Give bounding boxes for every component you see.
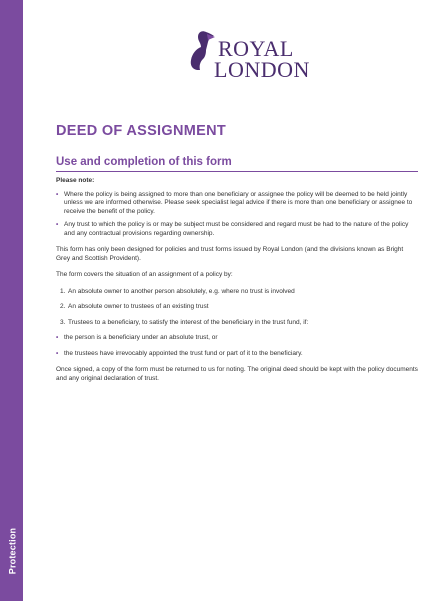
bullet-icon: • bbox=[56, 190, 59, 198]
document-title: DEED OF ASSIGNMENT bbox=[56, 123, 227, 139]
numbered-item bbox=[56, 288, 418, 297]
numbered-item bbox=[56, 303, 418, 312]
bullet-icon: • bbox=[56, 349, 59, 357]
condition-item bbox=[56, 350, 418, 359]
condition-text: the person is a beneficiary under an absolute trust, or bbox=[64, 334, 218, 341]
sidebar-label-wrap bbox=[3, 511, 21, 591]
item-number: 1. bbox=[60, 287, 66, 295]
note-text: Any trust to which the policy is or may be subject must be considered and regard must be had to the nature of the policy and any contractual provisions regarding ownership. bbox=[64, 221, 409, 237]
note-item bbox=[56, 221, 418, 238]
section-heading: Use and completion of this form bbox=[56, 156, 232, 168]
logo-line-2: LONDON bbox=[214, 57, 310, 82]
note-item bbox=[56, 191, 418, 217]
condition-text: the trustees have irrevocably appointed the trust fund or part of it to the beneficiary. bbox=[64, 349, 303, 357]
item-number: 3. bbox=[60, 318, 66, 326]
pelican-icon bbox=[186, 28, 216, 72]
paragraph: This form has only been designed for policies and trust forms issued by Royal London (and the divisions known as Bright Grey and Scottish Provident). bbox=[56, 246, 404, 262]
bullet-icon: • bbox=[56, 221, 59, 228]
note-text: Where the policy is being assigned to more than one beneficiary or assignee the policy will be deemed to be held jointly unless we are informed otherwise. Please seek specialist legal advice if there is more than one beneficiary or assignee to receive the benefit of the policy. bbox=[64, 190, 413, 215]
paragraph: Once signed, a copy of the form must be returned to us for noting. The original deed should be kept with the policy documents and any original declaration of trust. bbox=[56, 366, 418, 382]
note-heading: Please note: bbox=[56, 177, 95, 184]
item-text: An absolute owner to trustees of an existing trust bbox=[68, 303, 209, 310]
sidebar-band bbox=[0, 0, 23, 601]
sidebar-label: Protection bbox=[7, 527, 18, 575]
logo-line-1: ROYAL bbox=[218, 36, 294, 61]
logo-wordmark bbox=[214, 36, 310, 82]
section-divider bbox=[56, 171, 418, 172]
paragraph: The form covers the situation of an assignment of a policy by: bbox=[56, 271, 233, 278]
royal-london-logo bbox=[186, 28, 310, 92]
bullet-icon: • bbox=[56, 334, 59, 341]
condition-item bbox=[56, 334, 418, 343]
numbered-item bbox=[56, 319, 418, 328]
form-instructions bbox=[56, 177, 418, 391]
item-text: An absolute owner to another person absolutely, e.g. where no trust is involved bbox=[68, 287, 295, 295]
item-text: Trustees to a beneficiary, to satisfy the interest of the beneficiary in the trust fund, if: bbox=[68, 318, 309, 326]
item-number: 2. bbox=[60, 303, 66, 310]
numbered-list bbox=[56, 288, 418, 328]
